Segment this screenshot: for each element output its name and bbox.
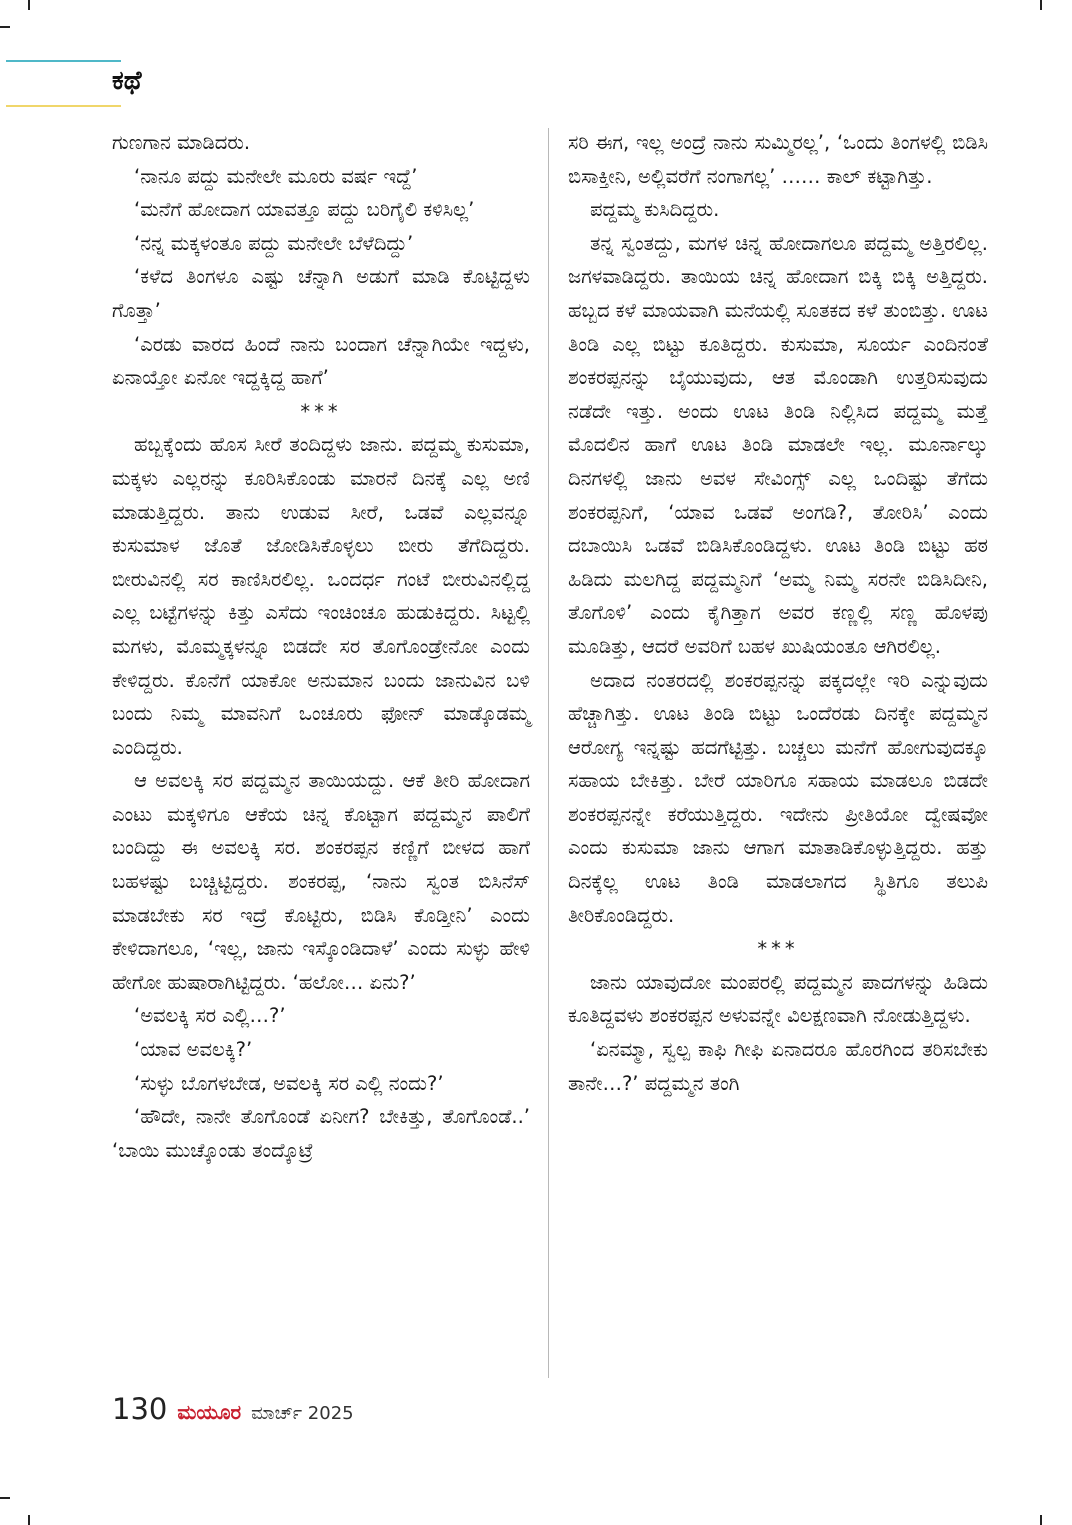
page-number: 130: [112, 1392, 168, 1426]
paragraph: ಜಾನು ಯಾವುದೋ ಮಂಪರಲ್ಲಿ ಪದ್ದಮ್ಮನ ಪಾದಗಳನ್ನು ಹಿಡಿದು ಕೂತಿದ್ದವಳು ಶಂಕರಪ್ಪನ ಅಳುವನ್ನೇ ವಿಲಕ್ಷಣವಾಗಿ ನೋಡುತ್ತಿದ್ದಳು.: [568, 970, 988, 1028]
paragraph: ‘ಏನಮ್ಮಾ, ಸ್ವಲ್ಪ ಕಾಫಿ ಗೀಫಿ ಏನಾದರೂ ಹೊರಗಿಂದ ತರಿಸಬೇಕು ತಾನೇ…?’ ಪದ್ದಮ್ಮನ ತಂಗಿ: [568, 1038, 988, 1095]
paragraph: ತನ್ನ ಸ್ವಂತದ್ದು, ಮಗಳ ಚಿನ್ನ ಹೋದಾಗಲೂ ಪದ್ದಮ್ಮ ಅತ್ತಿರಲಿಲ್ಲ. ಜಗಳವಾಡಿದ್ದರು. ತಾಯಿಯ ಚಿನ್ನ ಹೋದಾಗ ಬಿಕ್ಕಿ ಬಿಕ್ಕಿ ಅತ್ತಿದ್ದರು. ಹಬ್ಬದ ಕಳೆ ಮಾಯವಾಗಿ ಮನೆಯಲ್ಲಿ ಸೂತಕದ ಕಳೆ ತುಂಬಿತ್ತು. ಊಟ ತಿಂಡಿ ಎಲ್ಲ ಬಿಟ್ಟು ಕೂತಿದ್ದರು. ಕುಸುಮಾ, ಸೂರ್ಯ ಎಂದಿನಂತೆ ಶಂಕರಪ್ಪನನ್ನು ಬೈಯುವುದು, ಆತ ಮೊಂಡಾಗಿ ಉತ್ತರಿಸುವುದು ನಡೆದೇ ಇತ್ತು. ಅಂದು ಊಟ ತಿಂಡಿ ನಿಲ್ಲಿಸಿದ ಪದ್ದಮ್ಮ ಮತ್ತೆ ಮೊದಲಿನ ಹಾಗೆ ಊಟ ತಿಂಡಿ ಮಾಡಲೇ ಇಲ್ಲ. ಮೂರ್ನಾಲ್ಕು ದಿನಗಳಲ್ಲಿ ಜಾನು ಅವಳ ಸೇವಿಂಗ್ಸ್ ಎಲ್ಲ ಒಂದಿಷ್ಟು ತೆಗೆದು ಶಂಕರಪ್ಪನಿಗೆ, ‘ಯಾವ ಒಡವೆ ಅಂಗಡಿ?, ತೋರಿಸಿ’ ಎಂದು ದಬಾಯಿಸಿ ಒಡವೆ ಬಿಡಿಸಿಕೊಂಡಿದ್ದಳು. ಊಟ ತಿಂಡಿ ಬಿಟ್ಟು ಹಠ ಹಿಡಿದು ಮಲಗಿದ್ದ ಪದ್ದಮ್ಮನಿಗೆ ‘ಅಮ್ಮ ನಿಮ್ಮ ಸರನೇ ಬಿಡಿಸಿದೀನಿ, ತೊಗೊಳಿ’ ಎಂದು ಕೈಗಿತ್ತಾಗ ಅವರ ಕಣ್ಣಲ್ಲಿ ಸಣ್ಣ ಹೊಳಪು ಮೂಡಿತ್ತು, ಆದರೆ ಅವರಿಗೆ ಬಹಳ ಖುಷಿಯಂತೂ ಆಗಿರಲಿಲ್ಲ.: [568, 231, 988, 658]
crop-mark: [1040, 0, 1042, 10]
section-break: ***: [757, 937, 799, 961]
paragraph: ‘ಎರಡು ವಾರದ ಹಿಂದೆ ನಾನು ಬಂದಾಗ ಚೆನ್ನಾಗಿಯೇ ಇದ್ದಳು, ಏನಾಯ್ತೋ ಏನೋ ಇದ್ದಕ್ಕಿದ್ದ ಹಾಗೆ’: [112, 332, 530, 390]
paragraph: ಹಬ್ಬಕ್ಕೆಂದು ಹೊಸ ಸೀರೆ ತಂದಿದ್ದಳು ಜಾನು. ಪದ್ದಮ್ಮ ಕುಸುಮಾ, ಮಕ್ಕಳು ಎಲ್ಲರನ್ನು ಕೂರಿಸಿಕೊಂಡು ಮಾರನೆ ದಿನಕ್ಕೆ ಎಲ್ಲ ಅಣಿ ಮಾಡುತ್ತಿದ್ದರು. ತಾನು ಉಡುವ ಸೀರೆ, ಒಡವೆ ಎಲ್ಲವನ್ನೂ ಕುಸುಮಾಳ ಜೊತೆ ಜೋಡಿಸಿಕೊಳ್ಳಲು ಬೀರು ತೆಗೆದಿದ್ದರು. ಬೀರುವಿನಲ್ಲಿ ಸರ ಕಾಣಿಸಿರಲಿಲ್ಲ. ಒಂದರ್ಧ ಗಂಟೆ ಬೀರುವಿನಲ್ಲಿದ್ದ ಎಲ್ಲ ಬಟ್ಟೆಗಳನ್ನು ಕಿತ್ತು ಎಸೆದು ಇಂಚಿಂಚೂ ಹುಡುಕಿದ್ದರು. ಸಿಟ್ಟಲ್ಲಿ ಮಗಳು, ಮೊಮ್ಮಕ್ಕಳನ್ನೂ ಬಿಡದೇ ಸರ ತೊಗೊಂಡ್ರೇನೋ ಎಂದು ಕೇಳಿದ್ದರು. ಕೊನೆಗೆ ಯಾಕೋ ಅನುಮಾನ ಬಂದು ಜಾನುವಿನ ಬಳಿ ಬಂದು ನಿಮ್ಮ ಮಾವನಿಗೆ ಒಂಚೂರು ಫೋನ್ ಮಾಡ್ಕೊಡಮ್ಮ ಎಂದಿದ್ದರು.: [112, 433, 530, 759]
paragraph: ‘ಹೌದೇ, ನಾನೇ ತೊಗೊಂಡೆ ಏನೀಗ? ಬೇಕಿತ್ತು, ತೊಗೊಂಡೆ..’ ‘ಬಾಯಿ ಮುಚ್ಕೊಂಡು ತಂದ್ಕೊಟ್ರೆ: [112, 1105, 530, 1162]
paragraph: ಆ ಅವಲಕ್ಕಿ ಸರ ಪದ್ದಮ್ಮನ ತಾಯಿಯದ್ದು. ಆಕೆ ತೀರಿ ಹೋದಾಗ ಎಂಟು ಮಕ್ಕಳಿಗೂ ಆಕೆಯ ಚಿನ್ನ ಕೊಟ್ಟಾಗ ಪದ್ದಮ್ಮನ ಪಾಲಿಗೆ ಬಂದಿದ್ದು ಈ ಅವಲಕ್ಕಿ ಸರ. ಶಂಕರಪ್ಪನ ಕಣ್ಣಿಗೆ ಬೀಳದ ಹಾಗೆ ಬಹಳಷ್ಟು ಬಚ್ಚಿಟ್ಟಿದ್ದರು. ಶಂಕರಪ್ಪ, ‘ನಾನು ಸ್ವಂತ ಬಿಸಿನೆಸ್ ಮಾಡಬೇಕು ಸರ ಇದ್ರೆ ಕೊಟ್ಟಿರು, ಬಿಡಿಸಿ ಕೊಡ್ತೀನಿ’ ಎಂದು ಕೇಳಿದಾಗಲೂ, ‘ಇಲ್ಲ, ಜಾನು ಇಸ್ಕೊಂಡಿದಾಳೆ’ ಎಂದು ಸುಳ್ಳು ಹೇಳಿ ಹೇಗೋ ಹುಷಾರಾಗಿಟ್ಟಿದ್ದರು. ‘ಹಲೋ… ಏನು?’: [112, 769, 530, 994]
crop-mark: [0, 26, 10, 28]
crop-mark: [1040, 1515, 1042, 1525]
section-break: ***: [300, 399, 342, 423]
paragraph: ಸರಿ ಈಗ, ಇಲ್ಲ ಅಂದ್ರೆ ನಾನು ಸುಮ್ಮಿರಲ್ಲ’, ‘ಒಂದು ತಿಂಗಳಲ್ಲಿ ಬಿಡಿಸಿ ಬಿಸಾಕ್ತೀನಿ, ಅಲ್ಲಿವರೆಗೆ ನಂಗಾಗಲ್ಲ’ …… ಕಾಲ್ ಕಟ್ಟಾಗಿತ್ತು.: [568, 131, 988, 188]
paragraph: ‘ನಾನೂ ಪದ್ದು ಮನೇಲೇ ಮೂರು ವರ್ಷ ಇದ್ದೆ’: [134, 164, 418, 188]
paragraph: ‘ಕಳೆದ ತಿಂಗಳೂ ಎಷ್ಟು ಚೆನ್ನಾಗಿ ಅಡುಗೆ ಮಾಡಿ ಕೊಟ್ಟಿದ್ದಳು ಗೊತ್ತಾ’: [112, 265, 530, 322]
section-title: ಕಥೆ: [112, 66, 142, 96]
paragraph: ಗುಣಗಾನ ಮಾಡಿದರು.: [112, 131, 251, 154]
magazine-logo: ಮಯೂರ: [177, 1400, 242, 1424]
header-rule-top: [6, 60, 121, 62]
paragraph: ಪದ್ದಮ್ಮ ಕುಸಿದಿದ್ದರು.: [590, 198, 720, 222]
crop-mark: [28, 1515, 30, 1525]
right-text-column: [568, 126, 988, 1100]
paragraph: ‘ಸುಳ್ಳು ಬೊಗಳಬೇಡ, ಅವಲಕ್ಕಿ ಸರ ಎಲ್ಲಿ ನಂದು?’: [134, 1071, 444, 1095]
column-divider: [548, 128, 549, 1378]
page-footer: [112, 1392, 354, 1426]
crop-mark: [0, 1497, 10, 1499]
paragraph: ‘ಯಾವ ಅವಲಕ್ಕಿ?’: [134, 1038, 253, 1062]
paragraph: ‘ನನ್ನ ಮಕ್ಕಳಂತೂ ಪದ್ದು ಮನೇಲೇ ಬೆಳೆದಿದ್ದು’: [134, 231, 414, 255]
paragraph: ‘ಅವಲಕ್ಕಿ ಸರ ಎಲ್ಲಿ…?’: [134, 1004, 286, 1028]
paragraph: ‘ಮನೆಗೆ ಹೋದಾಗ ಯಾವತ್ತೂ ಪದ್ದು ಬರಿಗೈಲಿ ಕಳಿಸಿಲ್ಲ’: [134, 198, 475, 222]
crop-mark: [28, 0, 30, 10]
issue-date: ಮಾರ್ಚ್ 2025: [251, 1403, 354, 1424]
paragraph: ಅದಾದ ನಂತರದಲ್ಲಿ ಶಂಕರಪ್ಪನನ್ನು ಪಕ್ಕದಲ್ಲೇ ಇರಿ ಎನ್ನುವುದು ಹೆಚ್ಚಾಗಿತ್ತು. ಊಟ ತಿಂಡಿ ಬಿಟ್ಟು ಒಂದೆರಡು ದಿನಕ್ಕೇ ಪದ್ದಮ್ಮನ ಆರೋಗ್ಯ ಇನ್ನಷ್ಟು ಹದಗೆಟ್ಟಿತ್ತು. ಬಚ್ಚಲು ಮನೆಗೆ ಹೋಗುವುದಕ್ಕೂ ಸಹಾಯ ಬೇಕಿತ್ತು. ಬೇರೆ ಯಾರಿಗೂ ಸಹಾಯ ಮಾಡಲೂ ಬಿಡದೇ ಶಂಕರಪ್ಪನನ್ನೇ ಕರೆಯುತ್ತಿದ್ದರು. ಇದೇನು ಪ್ರೀತಿಯೋ ದ್ವೇಷವೋ ಎಂದು ಕುಸುಮಾ ಜಾನು ಆಗಾಗ ಮಾತಾಡಿಕೊಳ್ಳುತ್ತಿದ್ದರು. ಹತ್ತು ದಿನಕ್ಕೆಲ್ಲ ಊಟ ತಿಂಡಿ ಮಾಡಲಾಗದ ಸ್ಥಿತಿಗೂ ತಲುಪಿ ತೀರಿಕೊಂಡಿದ್ದರು.: [568, 668, 988, 927]
left-text-column: [112, 126, 530, 1167]
header-rule-bottom: [6, 105, 121, 107]
